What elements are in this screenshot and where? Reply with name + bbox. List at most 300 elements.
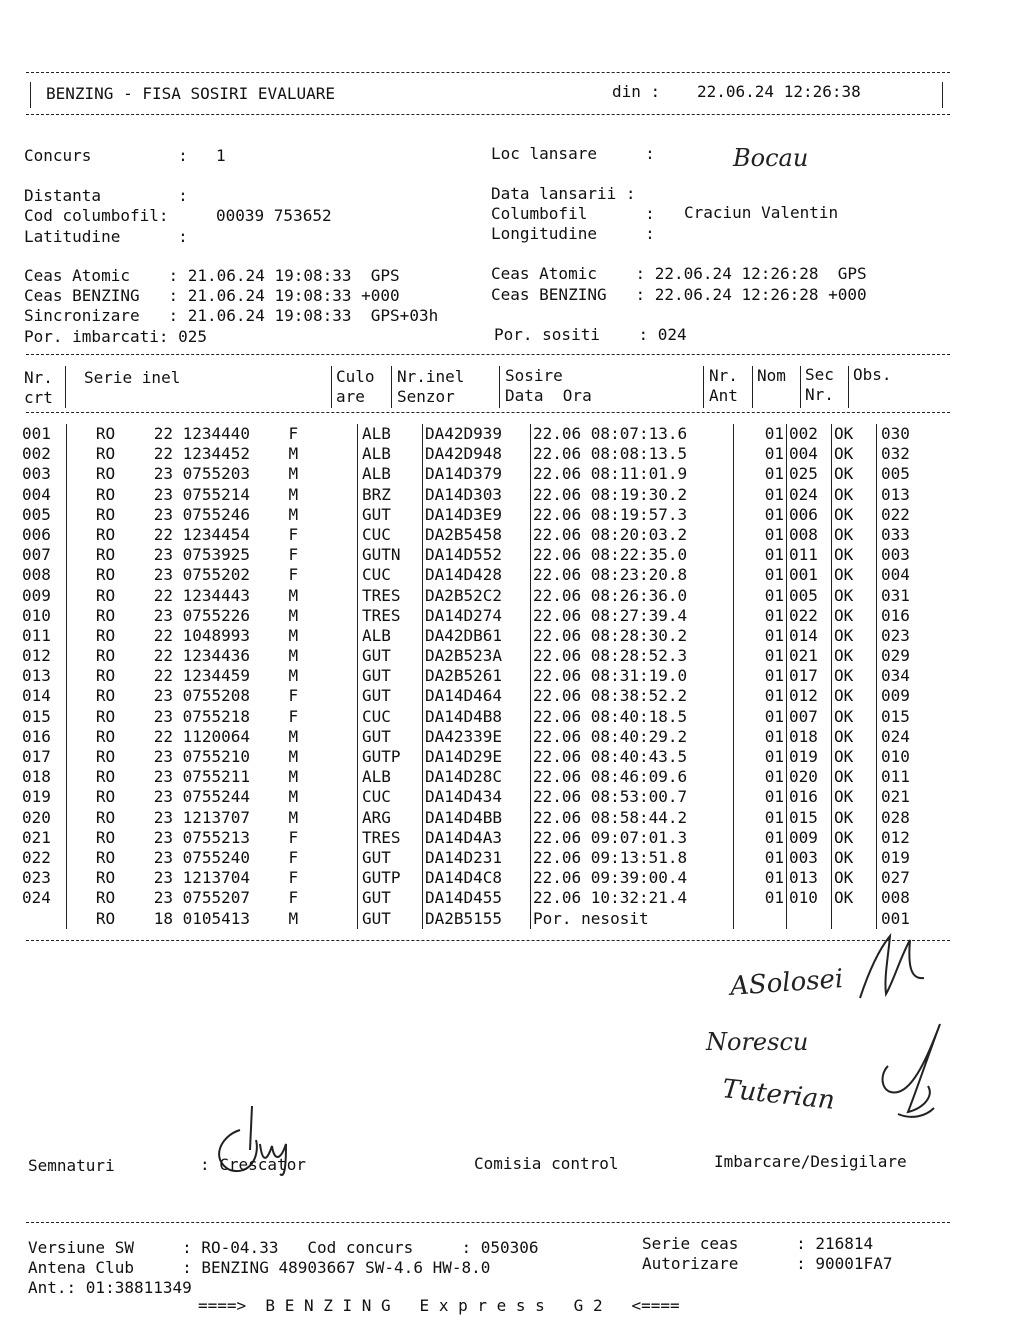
header-left-bar — [30, 82, 31, 108]
cell-nom: 016 — [787, 787, 832, 807]
cell-cul: GUTP — [358, 868, 423, 888]
cell-sen: DA2B5155 — [423, 909, 531, 929]
cell-serie: RO 23 0755208 F — [67, 686, 358, 706]
cell-sos: 22.06 08:38:52.2 — [531, 686, 734, 706]
table-row — [22, 888, 971, 908]
cell-cul: BRZ — [358, 485, 423, 505]
table-row — [22, 707, 971, 727]
cell-sec: OK — [832, 888, 877, 908]
cell-sec: OK — [832, 666, 877, 686]
footer-serie-ceas: Serie ceas : 216814 — [642, 1234, 874, 1253]
cell-obs: 029 — [881, 646, 910, 666]
cell-serie: RO 22 1234443 M — [67, 586, 358, 606]
cell-sen: DA2B5458 — [423, 525, 531, 545]
cell-obs: 003 — [881, 545, 910, 565]
data-lansarii-label: Data lansarii : — [491, 184, 636, 203]
col-nr: Nr. — [24, 368, 53, 387]
cell-nom: 025 — [787, 464, 832, 484]
cell-nr: 016 — [22, 727, 67, 747]
cell-sen: DA14D428 — [423, 565, 531, 585]
cell-serie: RO 23 0755203 M — [67, 464, 358, 484]
header-right-bar — [942, 82, 943, 108]
cell-obs: 015 — [881, 706, 910, 726]
cell-sec: OK — [832, 646, 877, 666]
cell-obs: 005 — [881, 464, 910, 484]
col-sosire-2: Data Ora — [505, 386, 592, 405]
cell-serie: RO 23 0755207 F — [67, 888, 358, 908]
col-sec-2: Nr. — [805, 385, 834, 404]
signature-norescu: Norescu — [706, 1028, 809, 1056]
cell-ant: 01 — [734, 666, 787, 686]
cell-nr: 003 — [22, 464, 67, 484]
cell-nom: 021 — [787, 646, 832, 666]
cell-sos: 22.06 08:19:30.2 — [531, 485, 734, 505]
cell-serie: RO 22 1234459 M — [67, 666, 358, 686]
cell-sec — [832, 909, 877, 929]
cell-obs: 009 — [881, 686, 910, 706]
table-row — [22, 666, 971, 686]
footer-ant: Ant.: 01:38811349 — [28, 1278, 192, 1297]
cell-nr: 021 — [22, 828, 67, 848]
cell-sec: OK — [832, 606, 877, 626]
cell-sen: DA2B523A — [423, 646, 531, 666]
cell-cul: ALB — [358, 444, 423, 464]
columbofil-label: Columbofil : — [491, 204, 655, 223]
cell-serie: RO 23 1213704 F — [67, 868, 358, 888]
cell-nr: 014 — [22, 686, 67, 706]
table-row — [22, 565, 971, 585]
cell-ant: 01 — [734, 808, 787, 828]
cell-obs: 012 — [881, 827, 910, 847]
cell-obs: 031 — [881, 585, 910, 605]
cell-sos: 22.06 08:40:18.5 — [531, 707, 734, 727]
table-row — [22, 646, 971, 666]
cell-serie: RO 23 0753925 F — [67, 545, 358, 565]
table-row — [22, 848, 971, 868]
comisia-label: Comisia control — [474, 1154, 619, 1173]
table-top-rule — [26, 354, 950, 355]
cell-serie: RO 23 0755226 M — [67, 606, 358, 626]
cell-sec: OK — [832, 808, 877, 828]
cell-obs: 024 — [881, 726, 910, 746]
distanta-label: Distanta : — [24, 186, 188, 205]
table-row — [22, 747, 971, 767]
cell-nr: 013 — [22, 666, 67, 686]
cell-serie: RO 22 1234440 F — [67, 424, 358, 444]
cell-ant: 01 — [734, 525, 787, 545]
cell-ant: 01 — [734, 848, 787, 868]
cell-ant: 01 — [734, 747, 787, 767]
cell-sos: Por. nesosit — [531, 909, 734, 929]
cell-sec: OK — [832, 545, 877, 565]
cell-ant: 01 — [734, 888, 787, 908]
cell-sen: DA42D939 — [423, 424, 531, 444]
cell-sen: DA14D4A3 — [423, 828, 531, 848]
cell-nom: 020 — [787, 767, 832, 787]
cell-sos: 22.06 08:23:20.8 — [531, 565, 734, 585]
cell-serie: RO 23 0755202 F — [67, 565, 358, 585]
cell-serie: RO 18 0105413 M — [67, 909, 358, 929]
cell-ant: 01 — [734, 586, 787, 606]
cell-nr: 019 — [22, 787, 67, 807]
cell-ant: 01 — [734, 646, 787, 666]
cell-cul: GUT — [358, 848, 423, 868]
cell-sec: OK — [832, 505, 877, 525]
cell-cul: GUT — [358, 646, 423, 666]
cell-serie: RO 23 0755214 M — [67, 485, 358, 505]
hdr-sep-1 — [65, 366, 66, 408]
cell-nom: 018 — [787, 727, 832, 747]
cell-ant: 01 — [734, 868, 787, 888]
col-nrinel-1: Nr.inel — [397, 367, 465, 386]
signature-scribble-2 — [868, 1016, 952, 1126]
porumbei-sositi: Por. sositi : 024 — [494, 325, 687, 344]
col-nrant-2: Ant — [709, 386, 738, 405]
cell-sec: OK — [832, 586, 877, 606]
table-row — [22, 485, 971, 505]
cell-serie: RO 23 0755246 M — [67, 505, 358, 525]
cell-sen: DA42DB61 — [423, 626, 531, 646]
cell-sos: 22.06 08:28:30.2 — [531, 626, 734, 646]
cell-nr: 010 — [22, 606, 67, 626]
footer-rule — [26, 1222, 950, 1223]
report-title: BENZING - FISA SOSIRI EVALUARE — [46, 84, 335, 103]
cell-ant: 01 — [734, 767, 787, 787]
cell-sos: 22.06 08:22:35.0 — [531, 545, 734, 565]
cell-nom: 007 — [787, 707, 832, 727]
cell-sen: DA14D28C — [423, 767, 531, 787]
cell-obs: 011 — [881, 767, 910, 787]
signature-scribble-1 — [850, 928, 930, 1004]
cell-nr: 020 — [22, 808, 67, 828]
table-row — [22, 626, 971, 646]
cell-cul: GUT — [358, 727, 423, 747]
signature-asolosei: ASolosei — [729, 964, 845, 1002]
ceas-atomic-sosire: Ceas Atomic : 22.06.24 12:26:28 GPS — [491, 264, 867, 283]
cell-nom: 003 — [787, 848, 832, 868]
cell-cul: TRES — [358, 586, 423, 606]
cell-cul: CUC — [358, 787, 423, 807]
col-culoare-1: Culo — [336, 367, 375, 386]
cell-sos: 22.06 08:27:39.4 — [531, 606, 734, 626]
cell-nom: 004 — [787, 444, 832, 464]
cell-sos: 22.06 08:26:36.0 — [531, 586, 734, 606]
header-rule — [26, 114, 950, 115]
cell-sec: OK — [832, 565, 877, 585]
cell-cul: GUT — [358, 888, 423, 908]
cell-obs: 004 — [881, 565, 910, 585]
cell-sen: DA2B52C2 — [423, 586, 531, 606]
loc-lansare-handwritten: Bocau — [733, 144, 809, 172]
table-row — [22, 424, 971, 444]
cell-nr: 018 — [22, 767, 67, 787]
cell-obs: 021 — [881, 787, 910, 807]
cell-serie: RO 23 0755244 M — [67, 787, 358, 807]
longitudine-label: Longitudine : — [491, 224, 655, 243]
cell-nom: 019 — [787, 747, 832, 767]
col-sec-1: Sec — [805, 365, 834, 384]
table-row — [22, 525, 971, 545]
ceas-benzing-lansare: Ceas BENZING : 21.06.24 19:08:33 +000 — [24, 286, 400, 305]
semnaturi-label: Semnaturi — [28, 1156, 115, 1175]
cell-serie: RO 22 1120064 M — [67, 727, 358, 747]
cell-sen: DA2B5261 — [423, 666, 531, 686]
cell-sec: OK — [832, 868, 877, 888]
hdr-sep-7 — [800, 366, 801, 408]
table-row — [22, 787, 971, 807]
cell-sen: DA14D379 — [423, 464, 531, 484]
table-row — [22, 464, 971, 484]
cell-ant: 01 — [734, 707, 787, 727]
cell-sos: 22.06 08:08:13.5 — [531, 444, 734, 464]
cell-nr: 008 — [22, 565, 67, 585]
cell-cul: GUTP — [358, 747, 423, 767]
cell-sec: OK — [832, 828, 877, 848]
cell-serie: RO 23 0755210 M — [67, 747, 358, 767]
cell-nom: 001 — [787, 565, 832, 585]
cell-sec: OK — [832, 727, 877, 747]
cell-sos: 22.06 08:46:09.6 — [531, 767, 734, 787]
hdr-sep-4 — [499, 366, 500, 408]
cell-sen: DA14D4B8 — [423, 707, 531, 727]
table-row — [22, 727, 971, 747]
table-header-rule — [26, 412, 950, 413]
cell-ant: 01 — [734, 565, 787, 585]
cell-nr: 023 — [22, 868, 67, 888]
cell-serie: RO 22 1234452 M — [67, 444, 358, 464]
table-row — [22, 586, 971, 606]
cell-sen: DA14D303 — [423, 485, 531, 505]
cell-nom: 017 — [787, 666, 832, 686]
cell-cul: CUC — [358, 525, 423, 545]
cell-nr: 022 — [22, 848, 67, 868]
cell-nom: 014 — [787, 626, 832, 646]
cell-nr — [22, 909, 67, 929]
table-row — [22, 505, 971, 525]
col-sosire-1: Sosire — [505, 366, 563, 385]
hdr-sep-8 — [848, 366, 849, 408]
cell-nr: 024 — [22, 888, 67, 908]
cod-columbofil-value: 00039 753652 — [216, 206, 332, 225]
col-culoare-2: are — [336, 387, 365, 406]
sincronizare: Sincronizare : 21.06.24 19:08:33 GPS+03h — [24, 306, 439, 325]
cell-serie: RO 23 1213707 M — [67, 808, 358, 828]
table-row — [22, 606, 971, 626]
cell-obs: 032 — [881, 444, 910, 464]
cell-ant: 01 — [734, 545, 787, 565]
cell-sec: OK — [832, 787, 877, 807]
cell-nr: 009 — [22, 586, 67, 606]
cell-nr: 001 — [22, 424, 67, 444]
cell-nom: 015 — [787, 808, 832, 828]
cell-obs: 033 — [881, 524, 910, 544]
table-bottom-rule — [26, 940, 950, 941]
table-row — [22, 686, 971, 706]
cell-sos: 22.06 08:58:44.2 — [531, 808, 734, 828]
cell-cul: GUT — [358, 909, 423, 929]
col-nom: Nom — [757, 366, 786, 385]
cell-serie: RO 22 1234436 M — [67, 646, 358, 666]
cell-sec: OK — [832, 626, 877, 646]
signature-tuterian: Tuterian — [720, 1074, 837, 1116]
cell-sos: 22.06 08:40:43.5 — [531, 747, 734, 767]
cell-nom: 005 — [787, 586, 832, 606]
cell-sen: DA14D231 — [423, 848, 531, 868]
footer-banner: ====> B E N Z I N G E x p r e s s G 2 <==== — [198, 1296, 680, 1315]
concurs-value: 1 — [216, 146, 226, 165]
cell-sen: DA14D434 — [423, 787, 531, 807]
cell-sec: OK — [832, 485, 877, 505]
cell-sec: OK — [832, 686, 877, 706]
cell-sos: 22.06 09:07:01.3 — [531, 828, 734, 848]
cell-obs: 019 — [881, 847, 910, 867]
cell-obs: 008 — [881, 888, 910, 908]
cell-sos: 22.06 09:39:00.4 — [531, 868, 734, 888]
hdr-sep-6 — [752, 366, 753, 408]
cell-serie: RO 23 0755218 F — [67, 707, 358, 727]
cell-nr: 012 — [22, 646, 67, 666]
col-nrinel-2: Senzor — [397, 387, 455, 406]
cell-sec: OK — [832, 424, 877, 444]
ceas-benzing-sosire: Ceas BENZING : 22.06.24 12:26:28 +000 — [491, 285, 867, 304]
cell-sen: DA14D3E9 — [423, 505, 531, 525]
cell-nom: 013 — [787, 868, 832, 888]
col-crt: crt — [24, 388, 53, 407]
loc-lansare-label: Loc lansare : — [491, 144, 655, 163]
cell-sen: DA14D29E — [423, 747, 531, 767]
cell-ant: 01 — [734, 787, 787, 807]
cell-cul: ALB — [358, 424, 423, 444]
cell-obs: 028 — [881, 807, 910, 827]
hdr-sep-5 — [703, 366, 704, 408]
cell-ant: 01 — [734, 444, 787, 464]
hdr-sep-2 — [331, 366, 332, 408]
cell-serie: RO 22 1048993 M — [67, 626, 358, 646]
cell-nr: 015 — [22, 707, 67, 727]
cell-sen: DA14D4C8 — [423, 868, 531, 888]
cell-serie: RO 22 1234454 F — [67, 525, 358, 545]
cell-ant: 01 — [734, 828, 787, 848]
cell-obs: 016 — [881, 605, 910, 625]
cell-nom: 011 — [787, 545, 832, 565]
cell-obs: 023 — [881, 625, 910, 645]
cell-serie: RO 23 0755211 M — [67, 767, 358, 787]
cell-ant: 01 — [734, 606, 787, 626]
footer-versiune: Versiune SW : RO-04.33 Cod concurs : 050306 — [28, 1238, 539, 1257]
cell-sos: 22.06 08:11:01.9 — [531, 464, 734, 484]
cell-serie: RO 23 0755240 F — [67, 848, 358, 868]
cell-cul: GUT — [358, 686, 423, 706]
porumbei-imbarcati: Por. imbarcati: 025 — [24, 327, 208, 346]
cell-nr: 005 — [22, 505, 67, 525]
cell-obs: 001 — [881, 908, 910, 928]
cell-nr: 004 — [22, 485, 67, 505]
imbarcare-label: Imbarcare/Desigilare — [714, 1152, 907, 1171]
concurs-label: Concurs : — [24, 146, 188, 165]
cell-cul: GUT — [358, 666, 423, 686]
cell-nr: 011 — [22, 626, 67, 646]
cell-nr: 002 — [22, 444, 67, 464]
cell-obs: 010 — [881, 747, 910, 766]
ceas-atomic-lansare: Ceas Atomic : 21.06.24 19:08:33 GPS — [24, 266, 400, 285]
date-label: din : — [612, 82, 661, 101]
cell-cul: CUC — [358, 707, 423, 727]
cod-columbofil-label: Cod columbofil: — [24, 206, 169, 225]
footer-autorizare: Autorizare : 90001FA7 — [642, 1254, 893, 1273]
cell-sen: DA42D948 — [423, 444, 531, 464]
report-date: 22.06.24 12:26:38 — [697, 82, 861, 101]
cell-sec: OK — [832, 525, 877, 545]
table-row — [22, 808, 971, 828]
cell-sen: DA14D274 — [423, 606, 531, 626]
cell-sen: DA42339E — [423, 727, 531, 747]
cell-sec: OK — [832, 747, 877, 767]
latitudine-label: Latitudine : — [24, 227, 188, 246]
cell-ant: 01 — [734, 424, 787, 444]
cell-ant: 01 — [734, 485, 787, 505]
cell-sos: 22.06 08:20:03.2 — [531, 525, 734, 545]
cell-nom: 006 — [787, 505, 832, 525]
cell-sec: OK — [832, 464, 877, 484]
cell-ant: 01 — [734, 727, 787, 747]
cell-ant: 01 — [734, 626, 787, 646]
cell-cul: GUTN — [358, 545, 423, 565]
cell-sec: OK — [832, 707, 877, 727]
cell-sos: 22.06 08:07:13.6 — [531, 424, 734, 444]
crescator-label: : Crescator — [200, 1155, 306, 1174]
cell-cul: ALB — [358, 767, 423, 787]
cell-sos: 22.06 10:32:21.4 — [531, 888, 734, 908]
columbofil-value: Craciun Valentin — [684, 203, 839, 222]
cell-ant — [734, 909, 787, 929]
col-obs: Obs. — [853, 365, 892, 384]
cell-sec: OK — [832, 848, 877, 868]
hdr-sep-3 — [391, 366, 392, 408]
table-row — [22, 828, 971, 848]
cell-sen: DA14D4BB — [423, 808, 531, 828]
cell-sen: DA14D464 — [423, 686, 531, 706]
cell-sos: 22.06 08:19:57.3 — [531, 505, 734, 525]
cell-nr: 017 — [22, 747, 67, 767]
top-rule — [26, 72, 950, 73]
cell-sos: 22.06 08:31:19.0 — [531, 666, 734, 686]
cell-nr: 006 — [22, 525, 67, 545]
cell-obs: 034 — [881, 666, 910, 686]
cell-nr: 007 — [22, 545, 67, 565]
table-row — [22, 767, 971, 787]
cell-sos: 22.06 09:13:51.8 — [531, 848, 734, 868]
cell-sos: 22.06 08:28:52.3 — [531, 646, 734, 666]
cell-nom: 022 — [787, 606, 832, 626]
cell-obs: 030 — [881, 424, 910, 443]
table-row — [22, 909, 971, 929]
table-row — [22, 444, 971, 464]
cell-nom: 012 — [787, 686, 832, 706]
cell-ant: 01 — [734, 505, 787, 525]
cell-sen: DA14D455 — [423, 888, 531, 908]
cell-sen: DA14D552 — [423, 545, 531, 565]
cell-obs: 013 — [881, 484, 910, 504]
cell-ant: 01 — [734, 464, 787, 484]
cell-cul: ARG — [358, 808, 423, 828]
table-row — [22, 545, 971, 565]
cell-cul: ALB — [358, 464, 423, 484]
cell-cul: ALB — [358, 626, 423, 646]
cell-cul: TRES — [358, 828, 423, 848]
cell-sec: OK — [832, 444, 877, 464]
cell-obs: 022 — [881, 504, 910, 524]
arrivals-table — [22, 424, 971, 929]
